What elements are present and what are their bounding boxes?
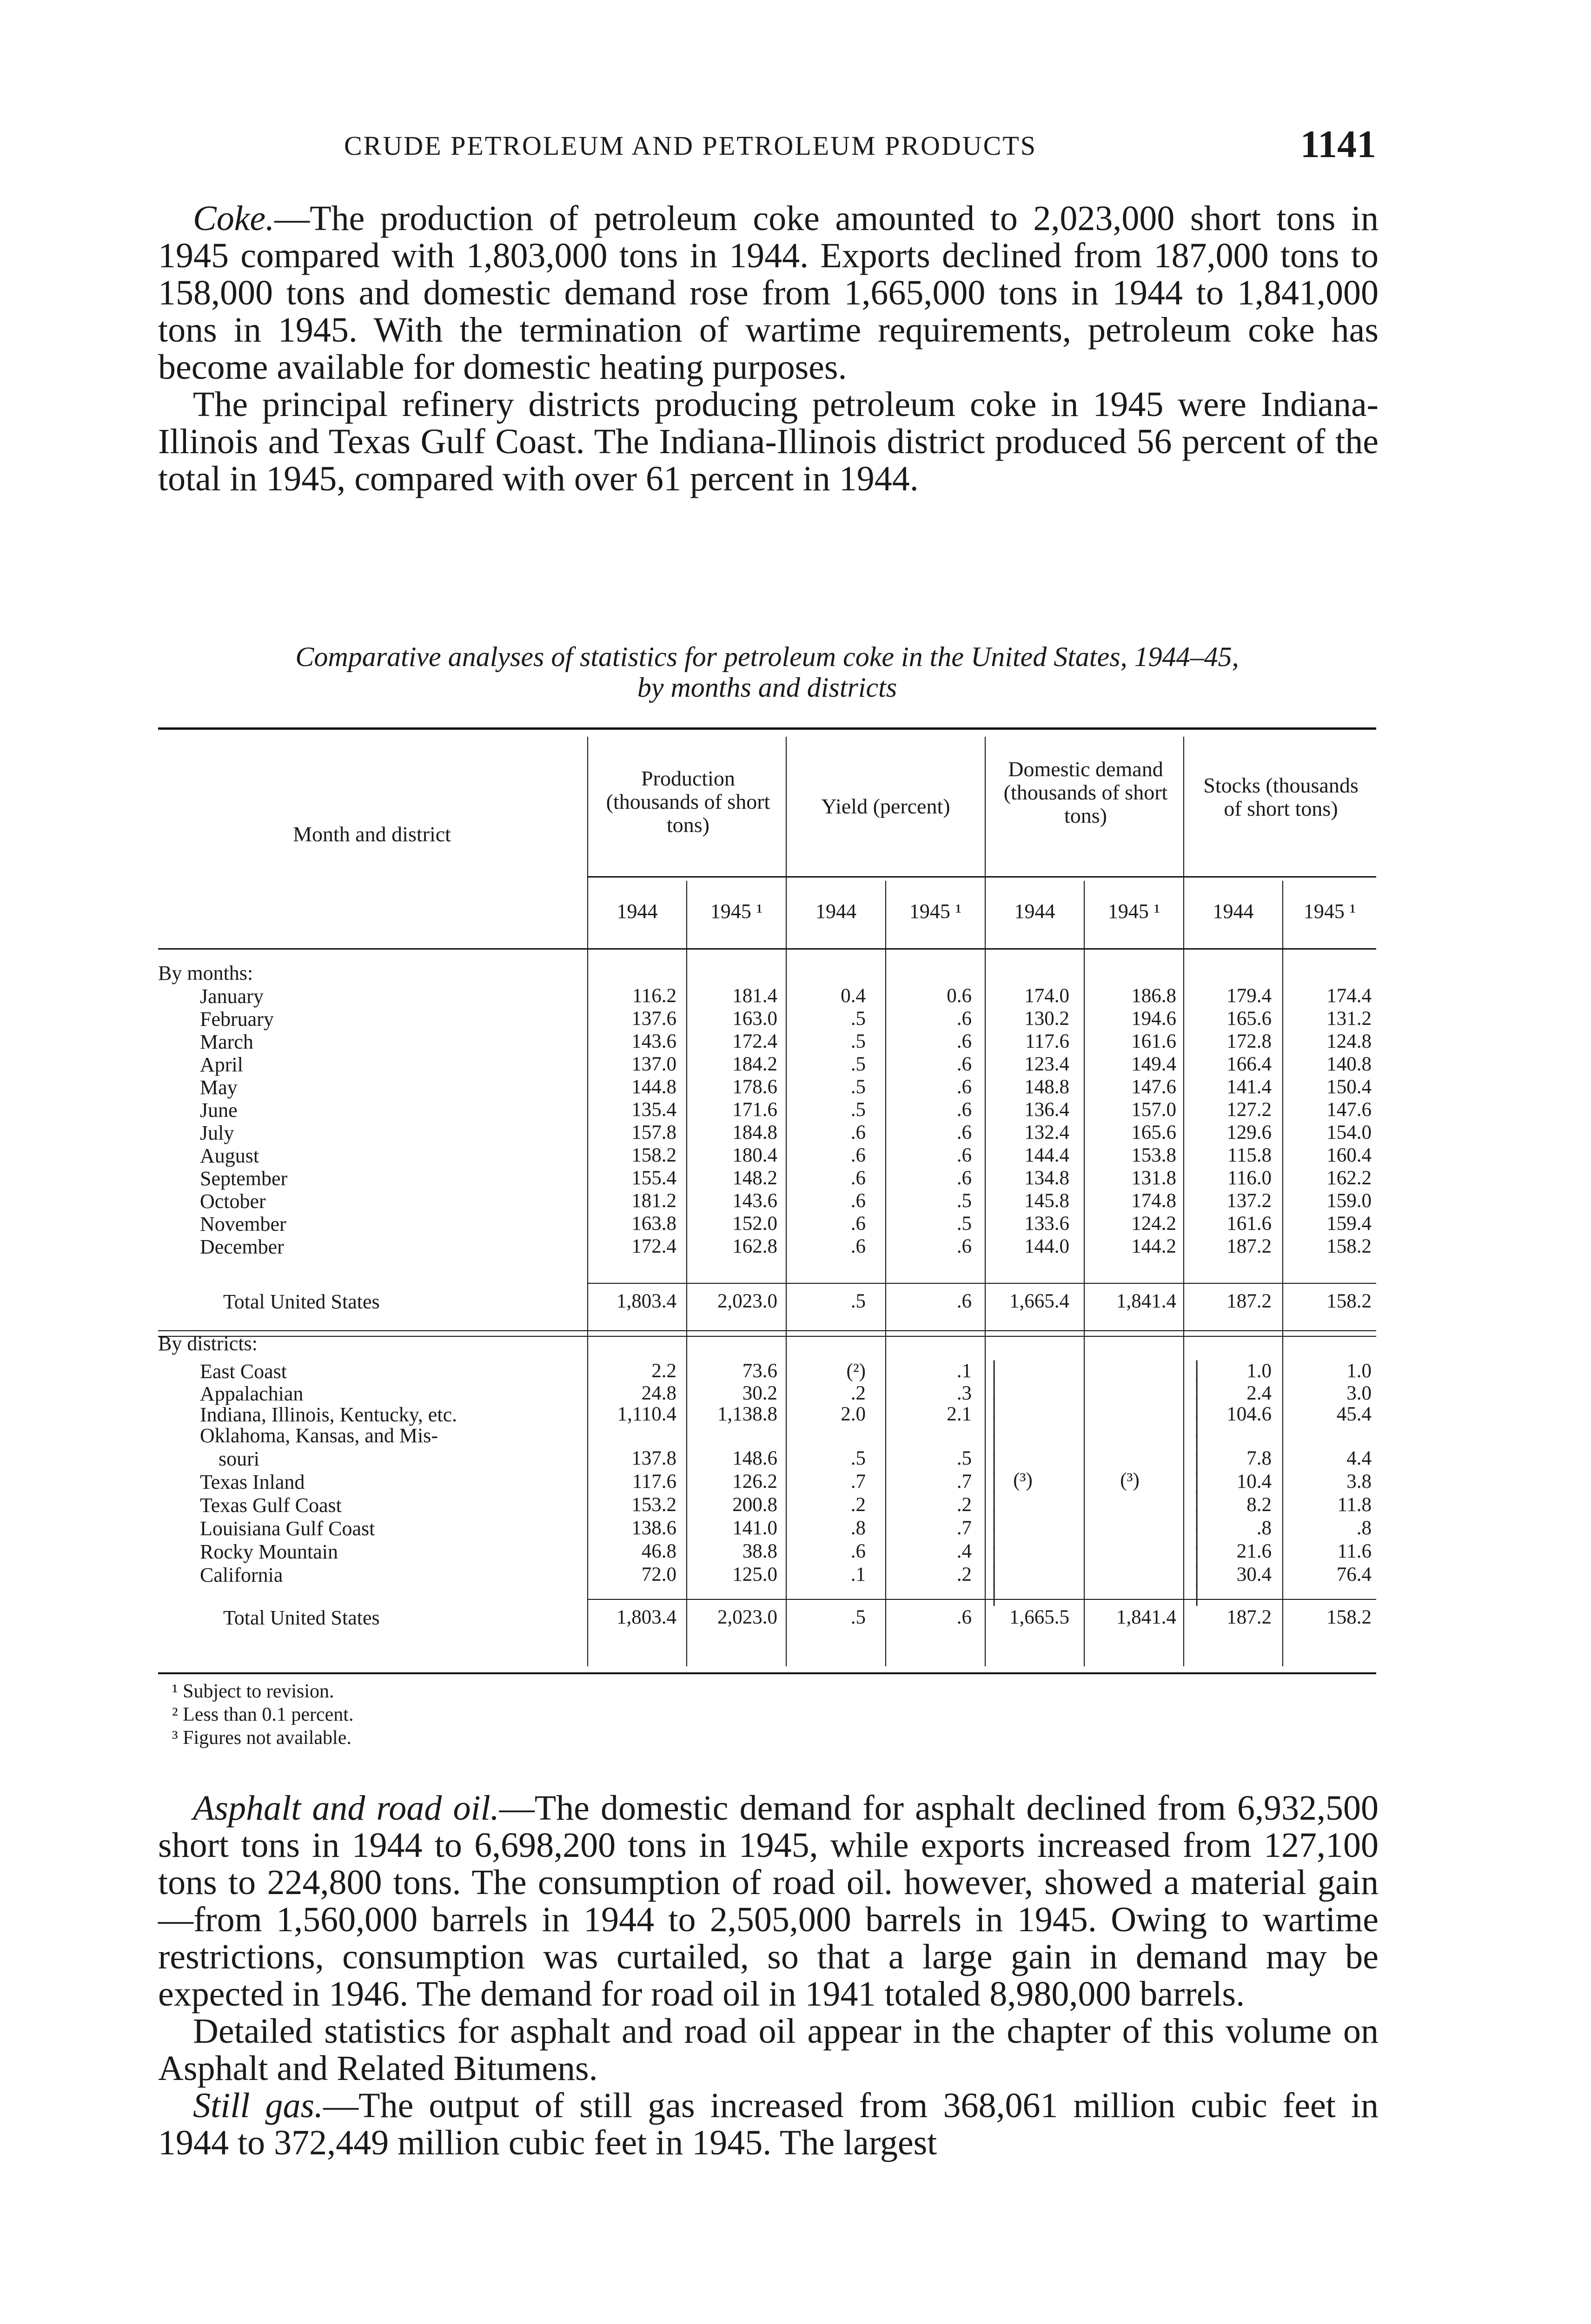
table-cell: 0.4 (841, 985, 866, 1007)
table-cell: 132.4 (1024, 1122, 1069, 1143)
table-cell: .1 (956, 1360, 972, 1382)
row-label: December (200, 1235, 284, 1258)
table-cell: 125.0 (732, 1564, 777, 1585)
paragraph-body: —The production of petroleum coke amounted to 2,023,000 short tons in 1945 compared with 1,803,000 tons in 1944. Exports declined from 187,000 tons to 158,000 tons and domestic demand rose from 1,665,000 tons in 1944 to 1,841,000 tons in 1945. With the termination of wartime requirements, petroleum coke has become available for domestic heating purposes. (158, 199, 1379, 387)
caption-line-1: Comparative analyses of statistics for petroleum coke in the United States, 1944–45, (295, 641, 1239, 672)
row-label: Total United States (223, 1290, 380, 1313)
table-cell: 184.2 (732, 1053, 777, 1075)
brace-left: │ │ │ │ │ │ │ │ │ │ │ │ │ (988, 1360, 1001, 1604)
table-cell: 154.0 (1326, 1122, 1372, 1143)
paragraph-lead: Still gas. (193, 2086, 324, 2125)
table-cell: 116.2 (632, 985, 676, 1007)
table-cell: 2.1 (947, 1403, 972, 1425)
table-cell: .5 (850, 1053, 866, 1075)
table-cell: 160.4 (1326, 1144, 1372, 1166)
row-label: July (200, 1122, 234, 1144)
table-cell: 187.2 (1226, 1290, 1272, 1312)
table-cell: 144.8 (631, 1076, 676, 1098)
table-cell: 171.6 (732, 1099, 777, 1121)
table-cell: .1 (850, 1564, 866, 1585)
table-cell: 137.6 (631, 1008, 676, 1030)
row-label: Oklahoma, Kansas, and Mis- (200, 1424, 438, 1447)
row-label: November (200, 1213, 286, 1235)
table-cell: 147.6 (1131, 1076, 1176, 1098)
table-cell: .6 (956, 1290, 972, 1312)
paragraph-lead: Coke. (193, 199, 275, 238)
table-cell: 158.2 (1326, 1606, 1372, 1628)
table-cell: 21.6 (1236, 1540, 1272, 1562)
table-cell: .7 (956, 1517, 972, 1539)
table-cell: .6 (850, 1190, 866, 1212)
table-cell: .6 (956, 1076, 972, 1098)
table-cell: 163.8 (631, 1213, 676, 1235)
table-cell: .6 (956, 1030, 972, 1052)
section-label: By districts: (158, 1332, 258, 1355)
table-cell: 140.8 (1326, 1053, 1372, 1075)
table-cell: 161.6 (1226, 1213, 1272, 1235)
table-cell: .6 (956, 1606, 972, 1628)
table-cell: 138.6 (631, 1517, 676, 1539)
paragraph-still-gas (158, 2087, 1379, 2161)
table-cell: 131.2 (1326, 1008, 1372, 1030)
table-cell: .6 (850, 1144, 866, 1166)
table-cell: 187.2 (1226, 1235, 1272, 1257)
table-cell: 134.8 (1024, 1167, 1069, 1189)
header-bottom-rule (587, 876, 1376, 878)
table-cell: .5 (956, 1213, 972, 1235)
months-total-rule-bottom-a (158, 1330, 1376, 1331)
table-cell: 73.6 (742, 1360, 777, 1382)
table-cell: 155.4 (631, 1167, 676, 1189)
table-cell: 0.6 (947, 985, 972, 1007)
table-cell: 144.4 (1024, 1144, 1069, 1166)
table-cell: .6 (956, 1122, 972, 1143)
table-cell: 131.8 (1131, 1167, 1176, 1189)
table-cell: 1,665.5 (1009, 1606, 1069, 1628)
table-cell: 3.0 (1346, 1382, 1372, 1404)
table-cell: 129.6 (1226, 1122, 1272, 1143)
months-total-rule-top (587, 1283, 1376, 1284)
table-cell: 157.8 (631, 1122, 676, 1143)
year-header: 1945 ¹ (909, 900, 962, 923)
table-cell: .8 (1256, 1517, 1272, 1539)
table-cell: 149.4 (1131, 1053, 1176, 1075)
table-cell: 152.0 (732, 1213, 777, 1235)
row-label: East Coast (200, 1360, 287, 1383)
row-label: June (200, 1099, 238, 1122)
table-cell: 7.8 (1246, 1447, 1272, 1469)
table-cell: 137.0 (631, 1053, 676, 1075)
table-cell: 143.6 (631, 1030, 676, 1052)
table-cell: .6 (956, 1053, 972, 1075)
table-cell: 137.8 (631, 1447, 676, 1469)
table-cell: 1,803.4 (617, 1290, 676, 1312)
demand-1944-not-available: (³) (1013, 1469, 1033, 1491)
table-cell: 153.2 (631, 1494, 676, 1516)
table-cell: .6 (850, 1235, 866, 1257)
table-cell: 137.2 (1226, 1190, 1272, 1212)
year-header: 1945 ¹ (710, 900, 763, 923)
table-cell: 45.4 (1336, 1403, 1372, 1425)
table-cell: 104.6 (1226, 1403, 1272, 1425)
table-cell: 178.6 (732, 1076, 777, 1098)
table-cell: 135.4 (631, 1099, 676, 1121)
table-cell: 158.2 (1326, 1290, 1372, 1312)
table-cell: .6 (956, 1235, 972, 1257)
footnote: ¹ Subject to revision. (172, 1681, 334, 1702)
table-cell: 10.4 (1236, 1471, 1272, 1492)
demand-1945-not-available: (³) (1120, 1469, 1140, 1491)
table-cell: 174.0 (1024, 985, 1069, 1007)
table-cell: 159.4 (1326, 1213, 1372, 1235)
table-cell: .6 (956, 1144, 972, 1166)
row-label: September (200, 1167, 288, 1190)
table-cell: 46.8 (641, 1540, 676, 1562)
row-label: August (200, 1144, 259, 1167)
table-cell: .5 (850, 1290, 866, 1312)
table-cell: 143.6 (732, 1190, 777, 1212)
table-cell: .3 (956, 1382, 972, 1404)
header-stocks: Stocks (thousands of short tons) (1203, 773, 1359, 820)
row-label: October (200, 1190, 266, 1213)
year-header: 1945 ¹ (1107, 900, 1160, 923)
year-header: 1945 ¹ (1303, 900, 1356, 923)
row-label: Appalachian (200, 1382, 304, 1405)
table-cell: 2,023.0 (717, 1290, 777, 1312)
row-label: California (200, 1564, 283, 1586)
table-cell: .5 (956, 1447, 972, 1469)
districts-total-rule-top (587, 1599, 1376, 1600)
row-label: Indiana, Illinois, Kentucky, etc. (200, 1403, 457, 1426)
table-cell: .5 (850, 1076, 866, 1098)
table-cell: 24.8 (641, 1382, 676, 1404)
table-cell: 161.6 (1131, 1030, 1176, 1052)
table-cell: 11.6 (1337, 1540, 1372, 1562)
table-cell: 11.8 (1337, 1494, 1372, 1516)
outro-text (158, 1789, 1379, 2161)
table-cell: .6 (850, 1167, 866, 1189)
table-cell: .8 (850, 1517, 866, 1539)
table-cell: 115.8 (1227, 1144, 1272, 1166)
table-cell: 162.8 (732, 1235, 777, 1257)
table-cell: 38.8 (742, 1540, 777, 1562)
table-cell: 200.8 (732, 1494, 777, 1516)
table-cell: 2,023.0 (717, 1606, 777, 1628)
section-label: By months: (158, 962, 253, 984)
year-bottom-rule (158, 948, 1376, 950)
table-cell: 172.4 (732, 1030, 777, 1052)
caption-line-2: by months and districts (637, 672, 897, 703)
page-number: 1141 (1300, 123, 1376, 166)
table-cell: 30.2 (742, 1382, 777, 1404)
table-cell: 133.6 (1024, 1213, 1069, 1235)
table-cell: 148.6 (732, 1447, 777, 1469)
table-cell: 158.2 (1326, 1235, 1372, 1257)
table-cell: 1,841.4 (1116, 1290, 1176, 1312)
row-label: February (200, 1008, 274, 1030)
table-cell: 162.2 (1326, 1167, 1372, 1189)
table-cell: 194.6 (1131, 1008, 1176, 1030)
row-label: Total United States (223, 1606, 380, 1629)
footnote: ² Less than 0.1 percent. (172, 1704, 354, 1725)
months-total-rule-bottom-b (158, 1336, 1376, 1337)
table-cell: 1,665.4 (1009, 1290, 1069, 1312)
table-cell: 130.2 (1024, 1008, 1069, 1030)
table-cell: 147.6 (1326, 1099, 1372, 1121)
table-cell: 2.4 (1246, 1382, 1272, 1404)
table-cell: .5 (956, 1190, 972, 1212)
row-label: April (200, 1053, 243, 1076)
table-cell: 181.4 (732, 985, 777, 1007)
running-title: CRUDE PETROLEUM AND PETROLEUM PRODUCTS (344, 131, 1037, 161)
table-cell: .6 (850, 1213, 866, 1235)
table-cell: 174.4 (1326, 985, 1372, 1007)
table-cell: .6 (850, 1122, 866, 1143)
table-cell: 180.4 (732, 1144, 777, 1166)
table-cell: 163.0 (732, 1008, 777, 1030)
table-cell: .6 (956, 1167, 972, 1189)
year-header: 1944 (617, 900, 658, 923)
table-cell: 30.4 (1236, 1564, 1272, 1585)
table-cell: 124.2 (1131, 1213, 1176, 1235)
table-cell: 1,138.8 (717, 1403, 777, 1425)
table-cell: 116.0 (1227, 1167, 1272, 1189)
table-cell: .7 (850, 1471, 866, 1492)
year-header: 1944 (1014, 900, 1055, 923)
table-cell: .5 (850, 1447, 866, 1469)
table-cell: 153.8 (1131, 1144, 1176, 1166)
paragraph-body: —The domestic demand for asphalt declined from 6,932,500 short tons in 1944 to 6,698,200 tons in 1945, while exports increased from 127,100 tons to 224,800 tons. The consumption of road oil. however, showed a material gain—from 1,560,000 barrels in 1944 to 2,505,000 barrels in 1945. Owing to wartime restrictions, consumption was curtailed, so that a large gain in demand may be expected in 1946. The demand for road oil in 1941 totaled 8,980,000 barrels. (158, 1789, 1379, 2014)
table-cell: 126.2 (732, 1471, 777, 1492)
table-cell: 2.0 (841, 1403, 866, 1425)
footnote: ³ Figures not available. (172, 1727, 351, 1749)
brace-right: │ │ │ │ │ │ │ │ │ │ │ │ │ (1190, 1360, 1204, 1604)
row-label: Texas Gulf Coast (200, 1494, 342, 1517)
year-header: 1944 (1213, 900, 1254, 923)
table-cell: 117.6 (1025, 1030, 1069, 1052)
row-label: Louisiana Gulf Coast (200, 1517, 375, 1540)
table-cell: .5 (850, 1099, 866, 1121)
table-cell: .4 (956, 1540, 972, 1562)
table-cell: 148.2 (732, 1167, 777, 1189)
table-top-rule (158, 727, 1376, 730)
table-cell: .5 (850, 1030, 866, 1052)
table-cell: 186.8 (1131, 985, 1176, 1007)
table-bottom-rule (158, 1672, 1376, 1674)
table-cell: 187.2 (1226, 1606, 1272, 1628)
year-header: 1944 (815, 900, 856, 923)
table-cell: .5 (850, 1008, 866, 1030)
paragraph-asphalt-ref: Detailed statistics for asphalt and road oil appear in the chapter of this volume on Asphalt and Related Bitumens. (158, 2012, 1379, 2088)
table-cell: 117.6 (632, 1471, 676, 1492)
table-cell: .6 (956, 1008, 972, 1030)
table-cell: 172.4 (631, 1235, 676, 1257)
table-cell: 181.2 (631, 1190, 676, 1212)
table-cell: .5 (850, 1606, 866, 1628)
row-label: March (200, 1030, 253, 1053)
paragraph-districts: The principal refinery districts producing petroleum coke in 1945 were Indiana-Illinois and Texas Gulf Coast. The Indiana-Illinois district produced 56 percent of the total in 1945, compared with over 61 percent in 1944. (158, 385, 1379, 498)
row-label: January (200, 985, 264, 1008)
row-label: Texas Inland (200, 1471, 305, 1493)
table-cell: 141.4 (1226, 1076, 1272, 1098)
table-cell: 76.4 (1336, 1564, 1372, 1585)
table-cell: 72.0 (641, 1564, 676, 1585)
table-cell: 136.4 (1024, 1099, 1069, 1121)
table-cell: (²) (846, 1360, 866, 1382)
table-cell: 165.6 (1131, 1122, 1176, 1143)
table-cell: .7 (956, 1471, 972, 1492)
table-cell: 184.8 (732, 1122, 777, 1143)
table-cell: 127.2 (1226, 1099, 1272, 1121)
table-cell: .6 (850, 1540, 866, 1562)
table-cell: 8.2 (1246, 1494, 1272, 1516)
header-month-district: Month and district (293, 822, 451, 846)
table-cell: 1.0 (1246, 1360, 1272, 1382)
paragraph-body: —The output of still gas increased from 368,061 million cubic feet in 1944 to 372,449 million cubic feet in 1945. The largest (158, 2086, 1379, 2162)
table-cell: 3.8 (1346, 1471, 1372, 1492)
table-cell: 148.8 (1024, 1076, 1069, 1098)
row-label: May (200, 1076, 238, 1099)
header-yield: Yield (percent) (821, 794, 950, 818)
table-cell: .2 (850, 1494, 866, 1516)
table-cell: 1,841.4 (1116, 1606, 1176, 1628)
table-cell: 145.8 (1024, 1190, 1069, 1212)
table-cell: 157.0 (1131, 1099, 1176, 1121)
row-label-continued: souri (219, 1447, 259, 1470)
table-cell: .2 (956, 1494, 972, 1516)
table-cell: 4.4 (1346, 1447, 1372, 1469)
table-cell: .8 (1356, 1517, 1372, 1539)
table-cell: .2 (850, 1382, 866, 1404)
table-cell: 165.6 (1226, 1008, 1272, 1030)
table-cell: 166.4 (1226, 1053, 1272, 1075)
table-cell: 124.8 (1326, 1030, 1372, 1052)
table-cell: .2 (956, 1564, 972, 1585)
table-cell: 150.4 (1326, 1076, 1372, 1098)
table-cell: .6 (956, 1099, 972, 1121)
table-cell: 174.8 (1131, 1190, 1176, 1212)
table-cell: 158.2 (631, 1144, 676, 1166)
table-cell: 123.4 (1024, 1053, 1069, 1075)
paragraph-asphalt (158, 1789, 1379, 2013)
row-label: Rocky Mountain (200, 1540, 338, 1563)
table-cell: 144.2 (1131, 1235, 1176, 1257)
table-cell: 144.0 (1024, 1235, 1069, 1257)
table-cell: 1,110.4 (617, 1403, 676, 1425)
table-cell: 172.8 (1226, 1030, 1272, 1052)
table-cell: 1,803.4 (617, 1606, 676, 1628)
table-cell: 159.0 (1326, 1190, 1372, 1212)
table-cell: 1.0 (1346, 1360, 1372, 1382)
table-cell: 141.0 (732, 1517, 777, 1539)
header-production: Production (thousands of short tons) (606, 766, 770, 837)
header-demand: Domestic demand (thousands of short tons) (1003, 757, 1168, 827)
table-cell: 179.4 (1226, 985, 1272, 1007)
table-cell: 2.2 (651, 1360, 676, 1382)
paragraph-lead: Asphalt and road oil. (193, 1789, 499, 1828)
